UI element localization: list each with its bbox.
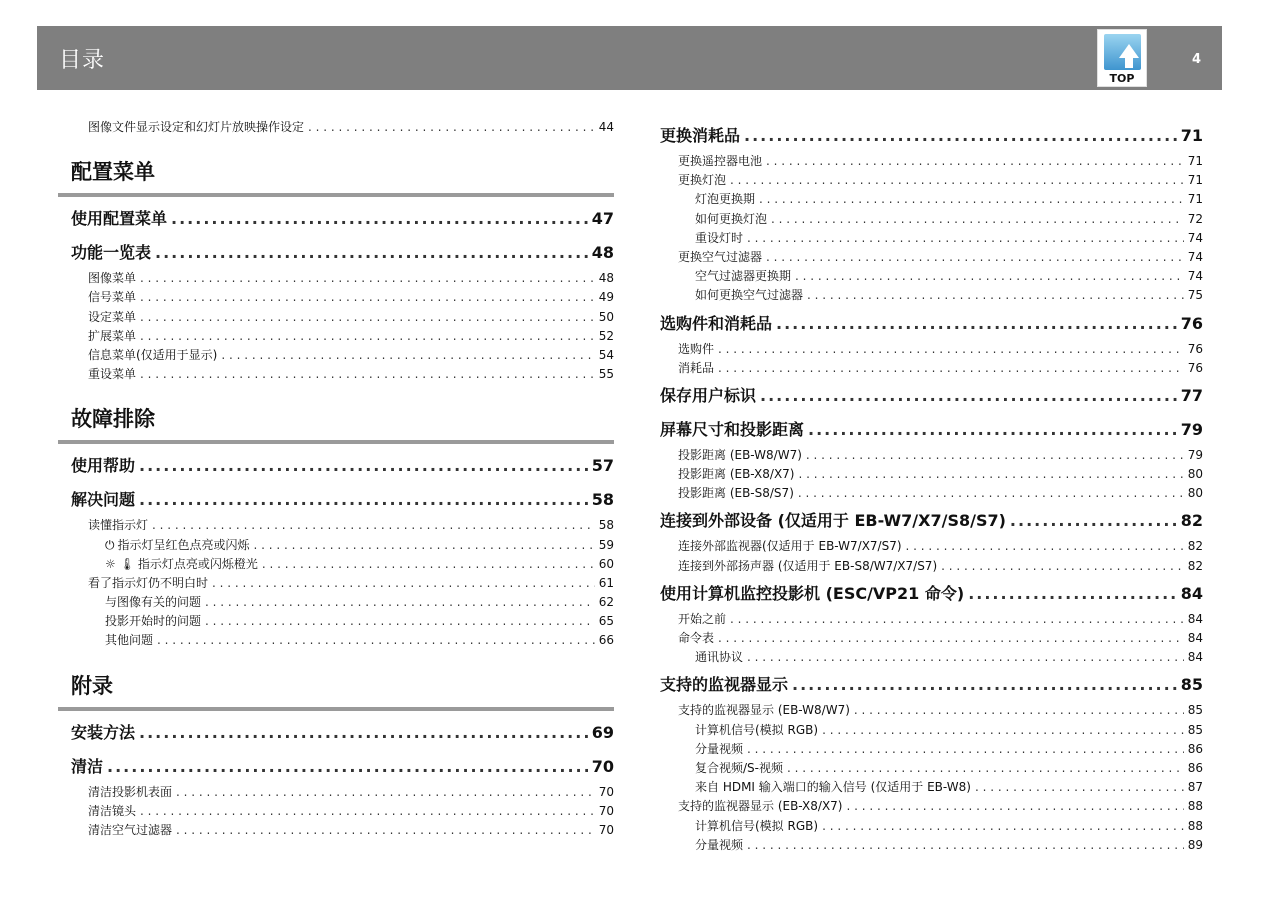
toc-entry[interactable] xyxy=(660,171,1203,190)
toc-entry-page: 85 xyxy=(1180,675,1203,695)
toc-entry-page: 71 xyxy=(1187,173,1203,188)
toc-entry-page: 87 xyxy=(1187,780,1203,795)
toc-entry-text: 安装方法 xyxy=(71,722,136,742)
section-heading: 附录 xyxy=(58,651,614,711)
toc-entry-text: 指示灯呈红色点亮或闪烁 xyxy=(117,537,250,552)
toc-entry[interactable] xyxy=(660,537,1203,556)
toc-entry-page: 49 xyxy=(598,290,614,305)
toc-leader xyxy=(139,484,588,516)
toc-entry[interactable] xyxy=(660,308,1203,340)
toc-entry[interactable] xyxy=(660,740,1203,759)
toc-entry[interactable] xyxy=(58,802,614,821)
toc-leader xyxy=(140,308,595,327)
toc-entry-page: 74 xyxy=(1187,249,1203,264)
toc-entry-page: 58 xyxy=(598,518,614,533)
toc-entry-text: 支持的监视器显示 (EB-W8/W7) xyxy=(678,703,850,718)
toc-entry[interactable] xyxy=(660,380,1203,412)
toc-leader xyxy=(808,414,1177,446)
toc-leader xyxy=(221,346,594,365)
toc-entry[interactable] xyxy=(58,308,614,327)
toc-entry[interactable] xyxy=(660,414,1203,446)
toc-entry-page: 47 xyxy=(591,209,614,229)
toc-leader xyxy=(822,721,1184,740)
toc-entry-page: 74 xyxy=(1187,230,1203,245)
toc-entry[interactable] xyxy=(58,346,614,365)
toc-entry[interactable] xyxy=(58,612,614,631)
toc-entry-text: 投影距离 (EB-W8/W7) xyxy=(678,447,802,462)
toc-leader xyxy=(730,610,1184,629)
toc-entry-page: 80 xyxy=(1187,486,1203,501)
toc-leader xyxy=(747,740,1184,759)
toc-leader xyxy=(205,612,595,631)
toc-entry-text: 复合视频/S-视频 xyxy=(695,760,783,775)
toc-leader xyxy=(798,465,1183,484)
toc-entry[interactable] xyxy=(58,484,614,516)
toc-leader xyxy=(795,267,1184,286)
toc-leader xyxy=(766,248,1184,267)
toc-entry-text: 保存用户标识 xyxy=(660,385,757,405)
toc-leader xyxy=(968,578,1177,610)
toc-leader xyxy=(262,555,595,574)
toc-entry-page: 77 xyxy=(1180,385,1203,405)
toc-entry-text: 来自 HDMI 输入端口的输入信号 (仅适用于 EB-W8) xyxy=(695,780,971,795)
toc-entry[interactable] xyxy=(58,783,614,802)
indicator-icon: ⏻ xyxy=(105,537,115,552)
toc-entry-page: 71 xyxy=(1180,126,1203,145)
toc-leader xyxy=(157,631,595,650)
toc-entry[interactable] xyxy=(660,340,1203,359)
toc-entry-page: 55 xyxy=(598,367,614,382)
toc-entry-text: 投影距离 (EB-S8/S7) xyxy=(678,486,794,501)
toc-leader xyxy=(176,821,595,840)
toc-entry-page: 59 xyxy=(598,537,614,552)
indicator-icon: ☼ 🌡 xyxy=(105,556,135,571)
toc-leader xyxy=(806,446,1184,465)
toc-entry-text: 读懂指示灯 xyxy=(88,518,149,533)
toc-entry-page: 65 xyxy=(598,614,614,629)
toc-entry[interactable] xyxy=(660,505,1203,537)
section-heading: 故障排除 xyxy=(58,384,614,444)
toc-entry-text: 更换消耗品 xyxy=(660,126,741,145)
toc-leader xyxy=(846,797,1183,816)
toc-entry-page: 86 xyxy=(1187,760,1203,775)
toc-entry-text: 连接外部监视器(仅适用于 EB-W7/X7/S7) xyxy=(678,539,902,554)
toc-entry[interactable] xyxy=(58,288,614,307)
toc-entry-page: 60 xyxy=(598,556,614,571)
toc-entry-text: 重设灯时 xyxy=(695,230,744,245)
toc-entry[interactable] xyxy=(58,365,614,384)
toc-entry-page: 76 xyxy=(1187,341,1203,356)
toc-entry-text: 更换灯泡 xyxy=(678,173,727,188)
toc-leader xyxy=(718,359,1184,378)
toc-leader xyxy=(155,237,588,269)
toc-entry-text: 图像菜单 xyxy=(88,271,137,286)
toc-leader xyxy=(718,629,1184,648)
toc-entry[interactable] xyxy=(660,817,1203,836)
toc-entry-page: 82 xyxy=(1187,539,1203,554)
toc-entry-text: 连接到外部设备 (仅适用于 EB-W7/X7/S8/S7) xyxy=(660,511,1006,531)
toc-entry-page: 80 xyxy=(1187,467,1203,482)
toc-leader xyxy=(254,536,595,555)
toc-leader xyxy=(975,778,1184,797)
toc-entry-text: 图像文件显示设定和幻灯片放映操作设定 xyxy=(88,120,305,134)
toc-leader xyxy=(798,484,1184,503)
toc-entry-page: 82 xyxy=(1187,558,1203,573)
toc-entry[interactable] xyxy=(660,248,1203,267)
toc-leader xyxy=(107,751,588,783)
top-button-label: TOP xyxy=(1109,72,1135,85)
toc-entry[interactable] xyxy=(58,450,614,482)
toc-entry[interactable] xyxy=(58,821,614,840)
toc-entry[interactable] xyxy=(58,631,614,650)
toc-entry-page: 69 xyxy=(591,722,614,742)
toc-leader xyxy=(140,269,595,288)
toc-leader xyxy=(730,171,1184,190)
toc-entry-text: 重设菜单 xyxy=(88,367,137,382)
toc-entry[interactable] xyxy=(660,210,1203,229)
toc-entry[interactable] xyxy=(660,120,1203,152)
toc-leader xyxy=(205,593,595,612)
toc-entry-page: 61 xyxy=(598,575,614,590)
toc-entry-page: 76 xyxy=(1180,313,1203,333)
toc-leader xyxy=(139,717,588,749)
toc-entry-page: 85 xyxy=(1187,722,1203,737)
toc-entry-text: 更换空气过滤器 xyxy=(678,249,763,264)
toc-entry-text: 选购件 xyxy=(678,341,715,356)
toc-leader xyxy=(854,701,1184,720)
toc-entry[interactable] xyxy=(660,578,1203,610)
toc-entry-page: 48 xyxy=(598,271,614,286)
toc-entry-text: 清洁镜头 xyxy=(88,803,137,818)
toc-entry-page: 44 xyxy=(598,120,614,134)
toc-entry[interactable] xyxy=(660,152,1203,171)
toc-entry[interactable] xyxy=(660,797,1203,816)
toc-entry-text: 计算机信号(模拟 RGB) xyxy=(695,818,819,833)
toc-leader xyxy=(766,152,1184,171)
toc-entry-text: 如何更换空气过滤器 xyxy=(695,288,804,303)
toc-entry[interactable] xyxy=(660,610,1203,629)
toc-leader xyxy=(822,817,1184,836)
toc-entry-text: 通讯协议 xyxy=(695,650,744,665)
toc-entry[interactable] xyxy=(660,359,1203,378)
toc-entry-text: 看了指示灯仍不明白时 xyxy=(88,575,209,590)
toc-entry[interactable] xyxy=(58,555,614,574)
toc-entry[interactable] xyxy=(660,648,1203,667)
toc-entry[interactable] xyxy=(660,721,1203,740)
toc-entry-text: 投影开始时的问题 xyxy=(105,614,202,629)
toc-entry-text: 功能一览表 xyxy=(71,243,152,263)
toc-entry-page: 84 xyxy=(1180,583,1203,603)
page-title: 目录 xyxy=(59,48,106,73)
toc-leader xyxy=(759,190,1184,209)
toc-entry-page: 79 xyxy=(1180,419,1203,439)
toc-entry-page: 84 xyxy=(1187,631,1203,645)
toc-entry-page: 50 xyxy=(598,309,614,324)
toc-entry-text: 支持的监视器显示 (EB-X8/X7) xyxy=(678,799,843,814)
toc-entry-text: 消耗品 xyxy=(678,360,715,375)
toc-entry[interactable] xyxy=(58,327,614,346)
toc-leader xyxy=(212,574,595,593)
toc-leader xyxy=(308,118,595,137)
toc-entry[interactable] xyxy=(660,836,1203,855)
toc-entry-text: 更换遥控器电池 xyxy=(678,154,763,168)
toc-entry-page: 88 xyxy=(1187,818,1203,833)
toc-leader xyxy=(941,557,1184,576)
toc-right-column xyxy=(660,118,1203,855)
toc-leader xyxy=(176,783,595,802)
toc-entry-page: 79 xyxy=(1187,447,1203,462)
toc-entry[interactable] xyxy=(58,717,614,749)
toc-entry-page: 70 xyxy=(591,756,614,776)
top-button[interactable] xyxy=(1097,29,1147,87)
toc-entry-text: 使用配置菜单 xyxy=(71,209,168,229)
toc-leader xyxy=(807,286,1184,305)
toc-leader xyxy=(140,288,595,307)
toc-entry-page: 62 xyxy=(598,595,614,610)
toc-entry-page: 89 xyxy=(1187,837,1203,852)
toc-entry-text: 解决问题 xyxy=(71,490,136,510)
toc-entry-page: 52 xyxy=(598,328,614,343)
toc-entry-page: 86 xyxy=(1187,741,1203,756)
toc-leader xyxy=(140,327,595,346)
toc-entry-page: 57 xyxy=(591,456,614,476)
toc-entry-text: 与图像有关的问题 xyxy=(105,595,202,610)
toc-leader xyxy=(1010,505,1177,537)
toc-entry[interactable] xyxy=(58,536,614,555)
toc-entry-page: 71 xyxy=(1187,192,1203,207)
toc-entry[interactable] xyxy=(660,190,1203,209)
toc-leader xyxy=(171,203,588,235)
toc-entry-page: 82 xyxy=(1180,511,1203,531)
toc-leader xyxy=(718,340,1184,359)
toc-leader xyxy=(747,229,1184,248)
toc-leader xyxy=(747,648,1184,667)
toc-entry-page: 70 xyxy=(598,823,614,837)
toc-leader xyxy=(152,516,595,535)
toc-entry-text: 设定菜单 xyxy=(88,309,137,324)
toc-entry-text: 其他问题 xyxy=(105,633,154,648)
toc-entry-page: 74 xyxy=(1187,269,1203,284)
toc-entry-text: 选购件和消耗品 xyxy=(660,313,773,333)
toc-left-column xyxy=(58,118,614,840)
toc-entry[interactable] xyxy=(660,465,1203,484)
toc-entry-page: 84 xyxy=(1187,650,1203,665)
toc-entry[interactable] xyxy=(660,229,1203,248)
toc-entry[interactable] xyxy=(660,267,1203,286)
page-header xyxy=(37,26,1222,90)
toc-entry-text: 使用计算机监控投影机 (ESC/VP21 命令) xyxy=(660,583,965,603)
toc-entry-page: 72 xyxy=(1187,211,1203,226)
toc-entry-page: 88 xyxy=(1187,799,1203,814)
toc-entry[interactable] xyxy=(660,669,1203,701)
toc-entry-text: 清洁投影机表面 xyxy=(88,784,173,799)
toc-entry-page: 76 xyxy=(1187,360,1203,375)
toc-leader xyxy=(787,759,1184,778)
toc-leader xyxy=(776,308,1177,340)
toc-leader xyxy=(792,669,1177,701)
toc-entry-page: 54 xyxy=(598,347,614,362)
toc-entry[interactable] xyxy=(58,574,614,593)
toc-entry-text: 指示灯点亮或闪烁橙光 xyxy=(137,556,258,571)
toc-entry-text: 使用帮助 xyxy=(71,456,136,476)
toc-leader xyxy=(139,450,588,482)
toc-entry-page: 85 xyxy=(1187,703,1203,718)
toc-entry-page: 48 xyxy=(591,243,614,263)
toc-entry[interactable] xyxy=(660,446,1203,465)
toc-leader xyxy=(140,802,595,821)
toc-leader xyxy=(140,365,595,384)
toc-entry-text: 清洁空气过滤器 xyxy=(88,823,173,837)
toc-entry-text: 扩展菜单 xyxy=(88,328,137,343)
toc-entry-text: 信号菜单 xyxy=(88,290,137,305)
toc-entry-page: 58 xyxy=(591,490,614,510)
toc-entry-page: 75 xyxy=(1187,288,1203,303)
toc-entry[interactable] xyxy=(58,516,614,535)
toc-leader xyxy=(747,836,1184,855)
toc-entry[interactable] xyxy=(660,701,1203,720)
toc-entry[interactable] xyxy=(660,286,1203,305)
toc-entry-text: 连接到外部扬声器 (仅适用于 EB-S8/W7/X7/S7) xyxy=(678,558,938,573)
toc-entry[interactable] xyxy=(58,751,614,783)
top-arrow-icon xyxy=(1104,34,1141,70)
toc-entry-page: 70 xyxy=(598,784,614,799)
toc-entry-page: 66 xyxy=(598,633,614,648)
toc-entry[interactable] xyxy=(58,269,614,288)
toc-entry[interactable] xyxy=(58,203,614,235)
toc-entry-text: 如何更换灯泡 xyxy=(695,211,768,226)
toc-entry[interactable] xyxy=(660,629,1203,648)
toc-entry-text: 灯泡更换期 xyxy=(695,192,756,207)
toc-entry-text: 计算机信号(模拟 RGB) xyxy=(695,722,819,737)
toc-entry-text: 支持的监视器显示 xyxy=(660,675,789,695)
toc-entry[interactable] xyxy=(660,484,1203,503)
toc-entry-text: 清洁 xyxy=(71,756,104,776)
toc-leader xyxy=(771,210,1184,229)
toc-leader xyxy=(906,537,1184,556)
toc-entry-page: 70 xyxy=(598,803,614,818)
toc-entry[interactable] xyxy=(660,778,1203,797)
toc-entry-text: 空气过滤器更换期 xyxy=(695,269,792,284)
section-heading: 配置菜单 xyxy=(58,137,614,197)
toc-entry[interactable] xyxy=(58,237,614,269)
page-number: 4 xyxy=(1192,52,1202,67)
toc-leader xyxy=(760,380,1177,412)
toc-entry[interactable] xyxy=(58,593,614,612)
toc-entry-text: 信息菜单(仅适用于显示) xyxy=(88,347,218,362)
toc-entry-text: 分量视频 xyxy=(695,837,744,852)
toc-entry-page: 84 xyxy=(1187,611,1203,626)
toc-entry-text: 屏幕尺寸和投影距离 xyxy=(660,419,805,439)
toc-entry[interactable] xyxy=(660,557,1203,576)
toc-entry-text: 开始之前 xyxy=(678,611,727,626)
toc-entry[interactable] xyxy=(660,759,1203,778)
toc-entry-text: 投影距离 (EB-X8/X7) xyxy=(678,467,795,482)
toc-entry-page: 71 xyxy=(1187,154,1203,168)
toc-entry[interactable] xyxy=(58,118,614,137)
toc-entry-text: 分量视频 xyxy=(695,741,744,756)
toc-leader xyxy=(744,120,1177,152)
toc-entry-text: 命令表 xyxy=(678,631,715,645)
